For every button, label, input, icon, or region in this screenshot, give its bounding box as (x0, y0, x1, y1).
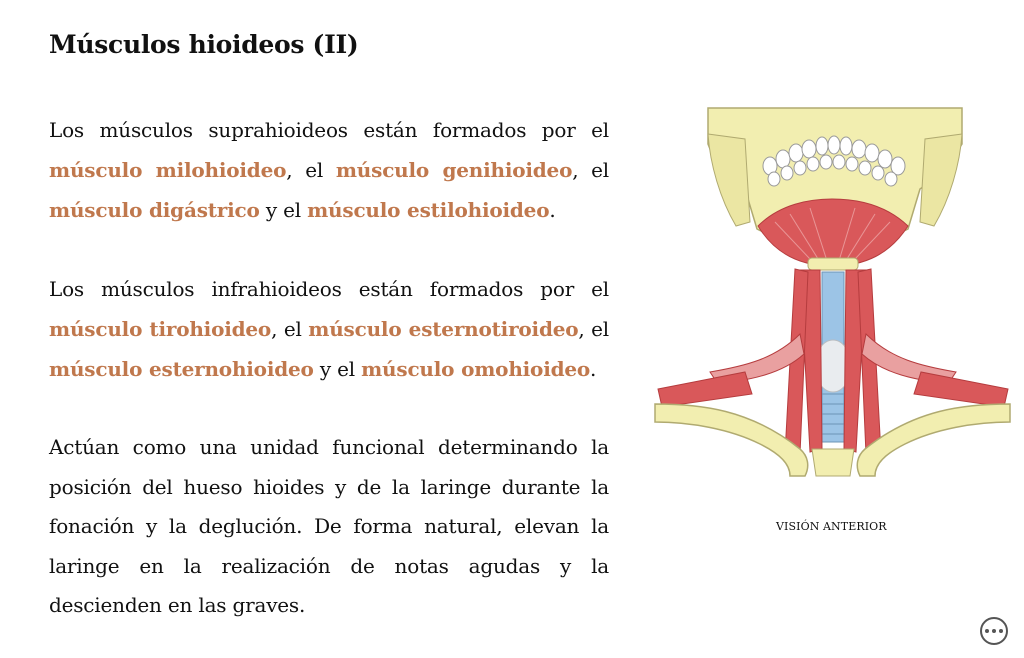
page-title: Músculos hioideos (II) (49, 30, 359, 59)
mandible-ramus-right (920, 134, 962, 226)
paragraph-text: Los músculos suprahioideos están formados por el (49, 118, 609, 142)
muscle-term: músculo tirohioideo (49, 317, 272, 341)
more-options-button[interactable] (980, 617, 1008, 645)
muscle-term: músculo esternohioideo (49, 357, 314, 381)
paragraph-text: , el (286, 158, 336, 182)
sternum (812, 449, 854, 476)
paragraph-text: . (549, 198, 556, 222)
paragraph-text: y el (259, 198, 308, 222)
paragraph-suprahyoid (49, 110, 609, 230)
paragraph-text: Actúan como una unidad funcional determinando la posición del hueso hioides y de la laringe durante la fonación y la deglución. De forma natural, elevan la laringe en la realización de notas agudas y la descienden en las graves. (49, 435, 609, 617)
ellipsis-dot (999, 629, 1003, 633)
clavicle-right (857, 404, 1010, 476)
hyoid-bone (808, 258, 858, 270)
paragraph-text: , el (572, 158, 609, 182)
paragraph-infrahyoid (49, 269, 609, 389)
muscle-term: músculo estilohioideo (307, 198, 550, 222)
ellipsis-dot (992, 629, 996, 633)
muscle-term: músculo digástrico (49, 198, 260, 222)
muscle-term: músculo omohioideo (361, 357, 591, 381)
paragraph-text: , el (271, 317, 309, 341)
muscle-term: músculo milohioideo (49, 158, 287, 182)
mandible-ramus-left (708, 134, 750, 226)
trapezius-left (658, 372, 752, 407)
figure-caption: VISIÓN ANTERIOR (776, 520, 887, 533)
paragraph-function (49, 428, 609, 626)
muscle-term: músculo esternotiroideo (308, 317, 579, 341)
clavicle-left (655, 404, 808, 476)
paragraph-text: y el (313, 357, 362, 381)
paragraph-text: Los músculos infrahioideos están formados por el (49, 277, 609, 301)
neck-muscles-illustration (650, 104, 1015, 484)
muscle-term: músculo genihioideo (335, 158, 573, 182)
ellipsis-circle-icon (985, 629, 989, 633)
paragraph-text: . (590, 357, 597, 381)
paragraph-text: , el (578, 317, 609, 341)
trapezius-right (914, 372, 1008, 407)
